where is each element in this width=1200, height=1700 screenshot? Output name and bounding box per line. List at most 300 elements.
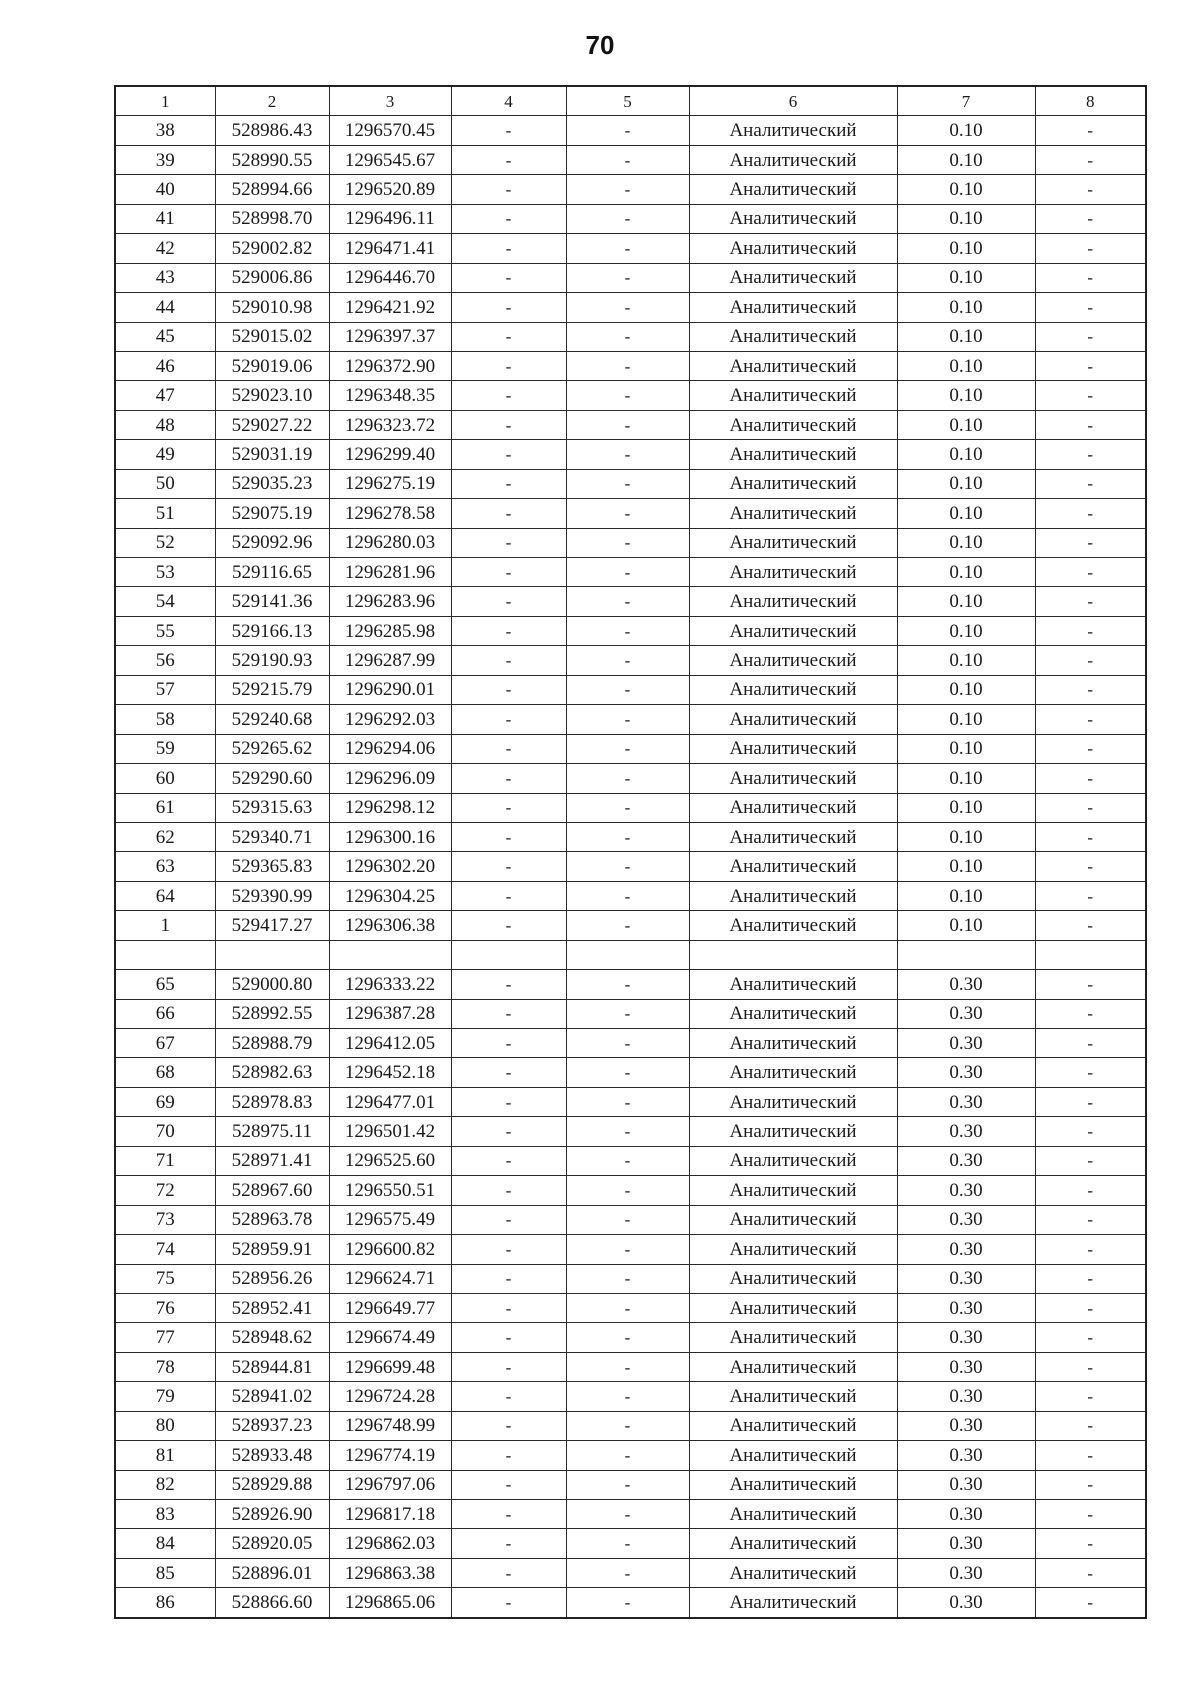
x-coordinate-cell: 528998.70	[215, 204, 329, 233]
col8-cell: -	[1035, 734, 1146, 763]
col8-cell: -	[1035, 1176, 1146, 1205]
table-row	[115, 1264, 1146, 1293]
table-row	[115, 793, 1146, 822]
col8-cell: -	[1035, 1382, 1146, 1411]
y-coordinate-cell: 1296471.41	[329, 234, 451, 263]
col5-cell: -	[566, 1087, 689, 1116]
col5-cell: -	[566, 1117, 689, 1146]
y-coordinate-cell: 1296570.45	[329, 116, 451, 145]
method-cell: Аналитический	[689, 410, 897, 439]
point-number-cell: 42	[115, 234, 215, 263]
x-coordinate-cell: 528948.62	[215, 1323, 329, 1352]
col8-cell: -	[1035, 440, 1146, 469]
table-row	[115, 175, 1146, 204]
page-number: 70	[585, 30, 615, 60]
col8-cell: -	[1035, 293, 1146, 322]
col5-cell: -	[566, 675, 689, 704]
y-coordinate-cell: 1296550.51	[329, 1176, 451, 1205]
table-row	[115, 587, 1146, 616]
col4-cell: -	[451, 351, 566, 380]
point-number-cell: 1	[115, 911, 215, 940]
table-row	[115, 410, 1146, 439]
point-number-cell: 73	[115, 1205, 215, 1234]
col4-cell: -	[451, 381, 566, 410]
point-number-cell: 80	[115, 1411, 215, 1440]
table-row	[115, 881, 1146, 910]
method-cell: Аналитический	[689, 999, 897, 1028]
method-cell: Аналитический	[689, 911, 897, 940]
accuracy-cell: 0.10	[897, 646, 1035, 675]
table-row	[115, 1529, 1146, 1558]
accuracy-cell: 0.10	[897, 263, 1035, 292]
col8-cell: -	[1035, 1558, 1146, 1587]
x-coordinate-cell: 528992.55	[215, 999, 329, 1028]
table-row	[115, 351, 1146, 380]
col5-cell: -	[566, 764, 689, 793]
column-header: 2	[215, 86, 329, 116]
col8-cell: -	[1035, 1411, 1146, 1440]
accuracy-cell: 0.30	[897, 1470, 1035, 1499]
x-coordinate-cell: 528978.83	[215, 1087, 329, 1116]
col8-cell: -	[1035, 528, 1146, 557]
col5-cell: -	[566, 410, 689, 439]
y-coordinate-cell: 1296649.77	[329, 1293, 451, 1322]
col5-cell: -	[566, 1470, 689, 1499]
accuracy-cell: 0.30	[897, 1382, 1035, 1411]
table-row	[115, 1588, 1146, 1618]
col5-cell: -	[566, 1500, 689, 1529]
table-row	[115, 234, 1146, 263]
x-coordinate-cell: 529166.13	[215, 616, 329, 645]
method-cell: Аналитический	[689, 1352, 897, 1381]
col8-cell: -	[1035, 646, 1146, 675]
x-coordinate-cell: 529315.63	[215, 793, 329, 822]
y-coordinate-cell: 1296323.72	[329, 410, 451, 439]
point-number-cell: 65	[115, 970, 215, 999]
method-cell: Аналитический	[689, 705, 897, 734]
method-cell: Аналитический	[689, 764, 897, 793]
point-number-cell: 72	[115, 1176, 215, 1205]
y-coordinate-cell: 1296348.35	[329, 381, 451, 410]
col4-cell: -	[451, 263, 566, 292]
col4-cell: -	[451, 1588, 566, 1618]
point-number-cell: 50	[115, 469, 215, 498]
table-row	[115, 1235, 1146, 1264]
col4-cell: -	[451, 1529, 566, 1558]
col4-cell: -	[451, 764, 566, 793]
method-cell: Аналитический	[689, 1087, 897, 1116]
accuracy-cell	[897, 940, 1035, 969]
point-number-cell: 43	[115, 263, 215, 292]
accuracy-cell: 0.10	[897, 705, 1035, 734]
y-coordinate-cell: 1296446.70	[329, 263, 451, 292]
col5-cell: -	[566, 1588, 689, 1618]
accuracy-cell: 0.10	[897, 675, 1035, 704]
col5-cell: -	[566, 1264, 689, 1293]
method-cell: Аналитический	[689, 852, 897, 881]
point-number-cell: 77	[115, 1323, 215, 1352]
x-coordinate-cell: 529417.27	[215, 911, 329, 940]
table-row	[115, 1117, 1146, 1146]
y-coordinate-cell: 1296624.71	[329, 1264, 451, 1293]
point-number-cell: 64	[115, 881, 215, 910]
col5-cell: -	[566, 1558, 689, 1587]
point-number-cell: 53	[115, 558, 215, 587]
col5-cell: -	[566, 204, 689, 233]
method-cell: Аналитический	[689, 1382, 897, 1411]
col5-cell: -	[566, 293, 689, 322]
accuracy-cell: 0.10	[897, 499, 1035, 528]
col8-cell: -	[1035, 1470, 1146, 1499]
accuracy-cell: 0.10	[897, 322, 1035, 351]
col4-cell: -	[451, 1087, 566, 1116]
point-number-cell: 81	[115, 1441, 215, 1470]
y-coordinate-cell: 1296545.67	[329, 145, 451, 174]
table-row	[115, 116, 1146, 145]
method-cell: Аналитический	[689, 616, 897, 645]
col4-cell: -	[451, 499, 566, 528]
coordinates-table	[114, 85, 1147, 1619]
accuracy-cell: 0.30	[897, 1558, 1035, 1587]
point-number-cell: 45	[115, 322, 215, 351]
method-cell: Аналитический	[689, 1411, 897, 1440]
y-coordinate-cell: 1296452.18	[329, 1058, 451, 1087]
accuracy-cell: 0.30	[897, 1352, 1035, 1381]
method-cell: Аналитический	[689, 734, 897, 763]
accuracy-cell: 0.30	[897, 1235, 1035, 1264]
col5-cell: -	[566, 440, 689, 469]
y-coordinate-cell: 1296278.58	[329, 499, 451, 528]
col5-cell: -	[566, 1529, 689, 1558]
col8-cell: -	[1035, 499, 1146, 528]
column-header: 6	[689, 86, 897, 116]
point-number-cell: 55	[115, 616, 215, 645]
y-coordinate-cell: 1296501.42	[329, 1117, 451, 1146]
x-coordinate-cell: 528967.60	[215, 1176, 329, 1205]
x-coordinate-cell: 528959.91	[215, 1235, 329, 1264]
point-number-cell: 46	[115, 351, 215, 380]
point-number-cell: 85	[115, 1558, 215, 1587]
y-coordinate-cell: 1296275.19	[329, 469, 451, 498]
x-coordinate-cell: 529015.02	[215, 322, 329, 351]
method-cell: Аналитический	[689, 175, 897, 204]
method-cell: Аналитический	[689, 1205, 897, 1234]
point-number-cell: 39	[115, 145, 215, 174]
x-coordinate-cell: 529141.36	[215, 587, 329, 616]
y-coordinate-cell: 1296600.82	[329, 1235, 451, 1264]
col8-cell: -	[1035, 1293, 1146, 1322]
col5-cell: -	[566, 558, 689, 587]
accuracy-cell: 0.10	[897, 204, 1035, 233]
point-number-cell: 49	[115, 440, 215, 469]
col8-cell: -	[1035, 1146, 1146, 1175]
col5-cell: -	[566, 1058, 689, 1087]
col4-cell: -	[451, 1382, 566, 1411]
col5-cell: -	[566, 1176, 689, 1205]
method-cell: Аналитический	[689, 351, 897, 380]
method-cell: Аналитический	[689, 793, 897, 822]
method-cell: Аналитический	[689, 1058, 897, 1087]
accuracy-cell: 0.10	[897, 734, 1035, 763]
x-coordinate-cell: 528956.26	[215, 1264, 329, 1293]
col8-cell: -	[1035, 381, 1146, 410]
table-row	[115, 1058, 1146, 1087]
x-coordinate-cell	[215, 940, 329, 969]
col8-cell: -	[1035, 616, 1146, 645]
col4-cell: -	[451, 1441, 566, 1470]
accuracy-cell: 0.30	[897, 1146, 1035, 1175]
col4-cell: -	[451, 1500, 566, 1529]
col8-cell: -	[1035, 587, 1146, 616]
col8-cell: -	[1035, 1205, 1146, 1234]
method-cell: Аналитический	[689, 1558, 897, 1587]
y-coordinate-cell: 1296281.96	[329, 558, 451, 587]
method-cell: Аналитический	[689, 204, 897, 233]
x-coordinate-cell: 529116.65	[215, 558, 329, 587]
accuracy-cell: 0.10	[897, 822, 1035, 851]
col4-cell: -	[451, 1264, 566, 1293]
point-number-cell: 52	[115, 528, 215, 557]
method-cell: Аналитический	[689, 675, 897, 704]
method-cell: Аналитический	[689, 293, 897, 322]
col4-cell: -	[451, 1235, 566, 1264]
point-number-cell: 69	[115, 1087, 215, 1116]
col8-cell: -	[1035, 145, 1146, 174]
y-coordinate-cell: 1296283.96	[329, 587, 451, 616]
accuracy-cell: 0.10	[897, 469, 1035, 498]
col5-cell: -	[566, 116, 689, 145]
table-row	[115, 940, 1146, 969]
point-number-cell: 79	[115, 1382, 215, 1411]
x-coordinate-cell: 528990.55	[215, 145, 329, 174]
col5-cell: -	[566, 999, 689, 1028]
col5-cell: -	[566, 263, 689, 292]
col5-cell: -	[566, 822, 689, 851]
col5-cell: -	[566, 1293, 689, 1322]
col4-cell: -	[451, 675, 566, 704]
column-header: 1	[115, 86, 215, 116]
col4-cell: -	[451, 234, 566, 263]
x-coordinate-cell: 528952.41	[215, 1293, 329, 1322]
x-coordinate-cell: 528926.90	[215, 1500, 329, 1529]
x-coordinate-cell: 529290.60	[215, 764, 329, 793]
method-cell: Аналитический	[689, 1264, 897, 1293]
table-row	[115, 1205, 1146, 1234]
col8-cell: -	[1035, 469, 1146, 498]
method-cell: Аналитический	[689, 1441, 897, 1470]
col8-cell: -	[1035, 675, 1146, 704]
col8-cell: -	[1035, 970, 1146, 999]
x-coordinate-cell: 528896.01	[215, 1558, 329, 1587]
table-row	[115, 646, 1146, 675]
col4-cell: -	[451, 1176, 566, 1205]
col4-cell: -	[451, 204, 566, 233]
table-row	[115, 911, 1146, 940]
table-row	[115, 970, 1146, 999]
col5-cell: -	[566, 175, 689, 204]
col4-cell: -	[451, 558, 566, 587]
col5-cell: -	[566, 734, 689, 763]
col4-cell: -	[451, 440, 566, 469]
col4-cell: -	[451, 469, 566, 498]
col4-cell: -	[451, 1411, 566, 1440]
point-number-cell: 44	[115, 293, 215, 322]
accuracy-cell: 0.30	[897, 1264, 1035, 1293]
point-number-cell: 74	[115, 1235, 215, 1264]
y-coordinate-cell: 1296863.38	[329, 1558, 451, 1587]
y-coordinate-cell: 1296865.06	[329, 1588, 451, 1618]
y-coordinate-cell: 1296575.49	[329, 1205, 451, 1234]
table-row	[115, 1352, 1146, 1381]
col8-cell: -	[1035, 1087, 1146, 1116]
col4-cell: -	[451, 999, 566, 1028]
x-coordinate-cell: 529027.22	[215, 410, 329, 439]
accuracy-cell: 0.10	[897, 558, 1035, 587]
method-cell	[689, 940, 897, 969]
column-header: 8	[1035, 86, 1146, 116]
table-row	[115, 1470, 1146, 1499]
method-cell: Аналитический	[689, 1176, 897, 1205]
x-coordinate-cell: 528963.78	[215, 1205, 329, 1234]
point-number-cell: 60	[115, 764, 215, 793]
col8-cell: -	[1035, 351, 1146, 380]
col5-cell: -	[566, 1382, 689, 1411]
x-coordinate-cell: 528941.02	[215, 1382, 329, 1411]
accuracy-cell: 0.10	[897, 440, 1035, 469]
accuracy-cell: 0.10	[897, 145, 1035, 174]
table-row	[115, 1500, 1146, 1529]
col8-cell: -	[1035, 175, 1146, 204]
x-coordinate-cell: 529215.79	[215, 675, 329, 704]
accuracy-cell: 0.30	[897, 1205, 1035, 1234]
y-coordinate-cell: 1296699.48	[329, 1352, 451, 1381]
point-number-cell: 41	[115, 204, 215, 233]
x-coordinate-cell: 529006.86	[215, 263, 329, 292]
col8-cell: -	[1035, 204, 1146, 233]
y-coordinate-cell: 1296421.92	[329, 293, 451, 322]
y-coordinate-cell: 1296748.99	[329, 1411, 451, 1440]
table-row	[115, 528, 1146, 557]
y-coordinate-cell: 1296862.03	[329, 1529, 451, 1558]
point-number-cell: 54	[115, 587, 215, 616]
col8-cell: -	[1035, 1588, 1146, 1618]
col8-cell: -	[1035, 263, 1146, 292]
col8-cell: -	[1035, 911, 1146, 940]
col4-cell: -	[451, 116, 566, 145]
table-body	[115, 116, 1146, 1618]
accuracy-cell: 0.30	[897, 1117, 1035, 1146]
col4-cell: -	[451, 705, 566, 734]
x-coordinate-cell: 529365.83	[215, 852, 329, 881]
col5-cell: -	[566, 1411, 689, 1440]
accuracy-cell: 0.10	[897, 116, 1035, 145]
point-number-cell	[115, 940, 215, 969]
y-coordinate-cell: 1296285.98	[329, 616, 451, 645]
method-cell: Аналитический	[689, 587, 897, 616]
x-coordinate-cell: 529023.10	[215, 381, 329, 410]
y-coordinate-cell: 1296287.99	[329, 646, 451, 675]
col8-cell: -	[1035, 999, 1146, 1028]
table-row	[115, 734, 1146, 763]
col4-cell	[451, 940, 566, 969]
x-coordinate-cell: 529240.68	[215, 705, 329, 734]
accuracy-cell: 0.30	[897, 1293, 1035, 1322]
col5-cell: -	[566, 616, 689, 645]
x-coordinate-cell: 529010.98	[215, 293, 329, 322]
point-number-cell: 78	[115, 1352, 215, 1381]
x-coordinate-cell: 528975.11	[215, 1117, 329, 1146]
point-number-cell: 47	[115, 381, 215, 410]
table-row	[115, 145, 1146, 174]
col8-cell: -	[1035, 1235, 1146, 1264]
col8-cell: -	[1035, 1441, 1146, 1470]
x-coordinate-cell: 528920.05	[215, 1529, 329, 1558]
col4-cell: -	[451, 911, 566, 940]
col4-cell: -	[451, 734, 566, 763]
col5-cell: -	[566, 881, 689, 910]
col5-cell: -	[566, 322, 689, 351]
col4-cell: -	[451, 322, 566, 351]
method-cell: Аналитический	[689, 1117, 897, 1146]
table-row	[115, 263, 1146, 292]
col5-cell	[566, 940, 689, 969]
x-coordinate-cell: 528929.88	[215, 1470, 329, 1499]
col5-cell: -	[566, 1029, 689, 1058]
table-row	[115, 499, 1146, 528]
point-number-cell: 59	[115, 734, 215, 763]
col8-cell: -	[1035, 1117, 1146, 1146]
accuracy-cell: 0.30	[897, 1087, 1035, 1116]
col4-cell: -	[451, 175, 566, 204]
col5-cell: -	[566, 351, 689, 380]
col4-cell: -	[451, 822, 566, 851]
x-coordinate-cell: 529019.06	[215, 351, 329, 380]
x-coordinate-cell: 529031.19	[215, 440, 329, 469]
method-cell: Аналитический	[689, 116, 897, 145]
col4-cell: -	[451, 852, 566, 881]
y-coordinate-cell: 1296306.38	[329, 911, 451, 940]
col5-cell: -	[566, 705, 689, 734]
col5-cell: -	[566, 381, 689, 410]
col4-cell: -	[451, 1293, 566, 1322]
col4-cell: -	[451, 1058, 566, 1087]
accuracy-cell: 0.30	[897, 1588, 1035, 1618]
col5-cell: -	[566, 911, 689, 940]
col8-cell: -	[1035, 322, 1146, 351]
table-row	[115, 381, 1146, 410]
y-coordinate-cell: 1296496.11	[329, 204, 451, 233]
table-row	[115, 822, 1146, 851]
point-number-cell: 40	[115, 175, 215, 204]
col8-cell: -	[1035, 705, 1146, 734]
accuracy-cell: 0.10	[897, 381, 1035, 410]
x-coordinate-cell: 529390.99	[215, 881, 329, 910]
table-row	[115, 1323, 1146, 1352]
y-coordinate-cell: 1296817.18	[329, 1500, 451, 1529]
y-coordinate-cell: 1296299.40	[329, 440, 451, 469]
col4-cell: -	[451, 528, 566, 557]
point-number-cell: 56	[115, 646, 215, 675]
table-row	[115, 293, 1146, 322]
table-row	[115, 764, 1146, 793]
column-header: 7	[897, 86, 1035, 116]
col5-cell: -	[566, 587, 689, 616]
x-coordinate-cell: 529265.62	[215, 734, 329, 763]
col4-cell: -	[451, 1352, 566, 1381]
col5-cell: -	[566, 1323, 689, 1352]
col4-cell: -	[451, 1205, 566, 1234]
col5-cell: -	[566, 1441, 689, 1470]
